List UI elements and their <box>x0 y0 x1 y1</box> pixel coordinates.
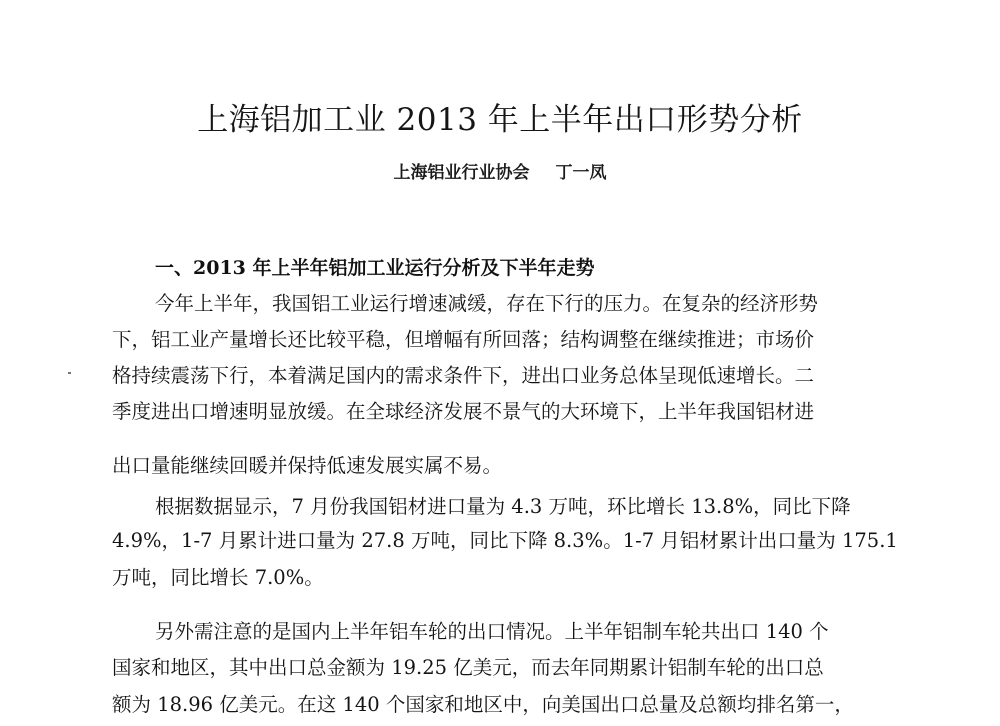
body-line-10: 国家和地区，其中出口总金额为 19.25 亿美元，而去年同期累计铝制车轮的出口总 <box>112 656 824 679</box>
body-line-7: 4.9%，1-7 月累计进口量为 27.8 万吨，同比下降 8.3%。1-7 月铝材累计出口量为 175.1 <box>112 529 898 552</box>
author-name: 丁一凤 <box>555 163 607 183</box>
body-line-1: 今年上半年，我国铝工业运行增速减缓，存在下行的压力。在复杂的经济形势 <box>155 292 819 315</box>
author-line <box>0 161 1000 185</box>
section-heading: 一、2013 年上半年铝加工业运行分析及下半年走势 <box>155 257 595 279</box>
author-organization: 上海铝业行业协会 <box>393 163 530 183</box>
body-line-4: 季度进出口增速明显放缓。在全球经济发展不景气的大环境下，上半年我国铝材进 <box>112 400 815 423</box>
body-line-5: 出口量能继续回暖并保持低速发展实属不易。 <box>112 454 503 477</box>
body-line-11: 额为 18.96 亿美元。在这 140 个国家和地区中，向美国出口总量及总额均排名第一， <box>112 693 854 716</box>
body-line-6: 根据数据显示，7 月份我国铝材进口量为 4.3 万吨，环比增长 13.8%，同比下降 <box>155 495 851 518</box>
body-line-3: 格持续震荡下行，本着满足国内的需求条件下，进出口业务总体呈现低速增长。二 <box>112 364 815 387</box>
document-title: 上海铝加工业 2013 年上半年出口形势分析 <box>197 102 803 138</box>
body-line-9: 另外需注意的是国内上半年铝车轮的出口情况。上半年铝制车轮共出口 140 个 <box>155 620 829 643</box>
scan-speck <box>68 372 71 374</box>
body-line-2: 下，铝工业产量增长还比较平稳，但增幅有所回落；结构调整在继续推进；市场价 <box>112 328 815 351</box>
body-line-8: 万吨，同比增长 7.0%。 <box>112 566 324 589</box>
